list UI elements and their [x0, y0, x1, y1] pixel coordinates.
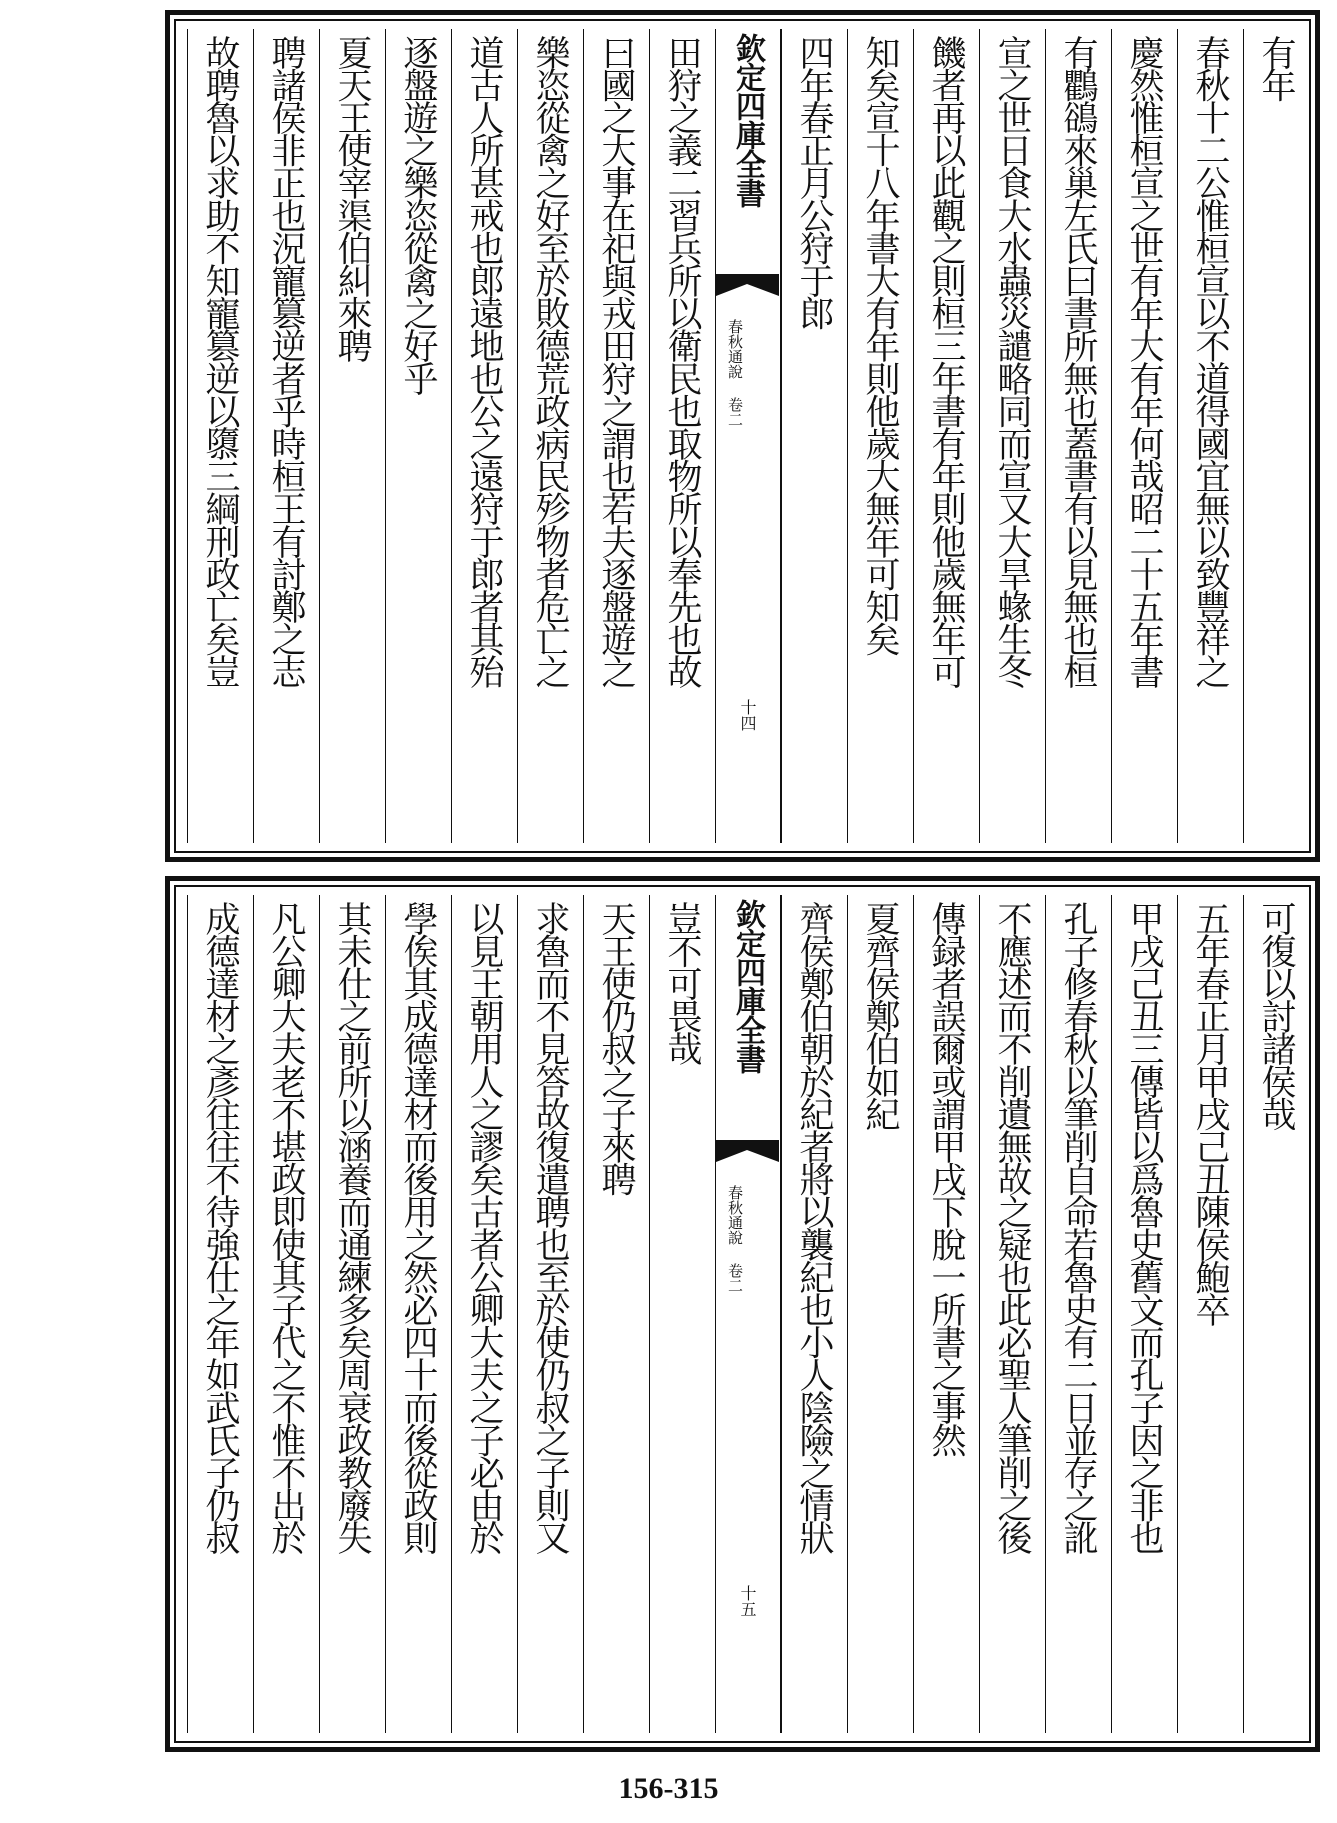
column-text: 傳録者誤爾或謂甲戌下脫一所書之事然: [926, 901, 966, 1456]
column-text: 孔子修春秋以筆削自命若魯史有二日並存之訛: [1058, 901, 1098, 1554]
text-column: [979, 29, 1045, 843]
top-page: [165, 10, 1320, 862]
column-text: 逐盤遊之樂恣從禽之好乎: [398, 35, 438, 394]
column-text: 五年春正月甲戌己丑陳侯鮑卒: [1190, 901, 1230, 1325]
column-text: 成德達材之彥往往不待強仕之年如武氏子仍叔: [200, 901, 240, 1554]
column-text: 田狩之義二習兵所以衛民也取物所以奉先也故: [662, 35, 702, 688]
text-column: [187, 29, 253, 843]
column-text: 有年: [1256, 35, 1296, 101]
text-column: [1111, 29, 1177, 843]
column-text: 聘諸侯非正也況寵篡逆者乎時桓王有討鄭之志: [266, 35, 306, 688]
column-text: 故聘魯以求助不知寵篡逆以隳三綱刑政亡矣豈: [200, 35, 240, 688]
column-text: 齊侯鄭伯朝於紀者將以襲紀也小人陰險之情狀: [794, 901, 834, 1554]
column-text: 饑者再以此觀之則桓三年書有年則他歲無年可: [926, 35, 966, 688]
text-column: [1243, 29, 1309, 843]
column-text: 以見王朝用人之謬矣古者公卿大夫之子必由於: [464, 901, 504, 1554]
text-column: [913, 895, 979, 1733]
text-column: [649, 895, 715, 1733]
text-column: [583, 895, 649, 1733]
column-text: 豈不可畏哉: [662, 901, 702, 1065]
text-column: [847, 895, 913, 1733]
folio-number: 十五: [738, 1585, 757, 1617]
column-text: 知矣宣十八年書大有年則他歲大無年可知矣: [860, 35, 900, 655]
text-column: [451, 895, 517, 1733]
volume-label: 春秋通說 卷二: [726, 319, 744, 427]
text-column: [385, 895, 451, 1733]
text-column: [187, 895, 253, 1733]
column-text: 樂恣從禽之好至於敗德荒政病民殄物者危亡之: [530, 35, 570, 688]
column-text: 求魯而不見答故復遣聘也至於使仍叔之子則又: [530, 901, 570, 1554]
text-column: [451, 29, 517, 843]
column-text: 不應述而不削遺無故之疑也此必聖人筆削之後: [992, 901, 1032, 1554]
text-column: [1045, 895, 1111, 1733]
column-text: 夏齊侯鄭伯如紀: [860, 901, 900, 1130]
column-text: 學俟其成德達材而後用之然必四十而後從政則: [398, 901, 438, 1554]
text-column: [979, 895, 1045, 1733]
book-title: 欽定四庫全書: [730, 899, 765, 1073]
text-column: [517, 29, 583, 843]
text-column: [781, 29, 847, 843]
text-column: [253, 29, 319, 843]
column-text: 宣之世日食大水蟲災譴略同而宣又大旱蝝生冬: [992, 35, 1032, 688]
column-text: 可復以討諸侯哉: [1256, 901, 1296, 1130]
text-column: [385, 29, 451, 843]
text-column: [517, 895, 583, 1733]
text-column: [1045, 29, 1111, 843]
volume-label: 春秋通說 卷二: [726, 1185, 744, 1293]
center-gutter: [715, 895, 781, 1733]
text-column: [913, 29, 979, 843]
column-text: 有鸜鵒來巢左氏曰書所無也蓋書有以見無也桓: [1058, 35, 1098, 688]
column-text: 凡公卿大夫老不堪政即使其子代之不惟不出於: [266, 901, 306, 1554]
text-column: [583, 29, 649, 843]
folio-number: 十四: [738, 699, 757, 731]
fish-tail-mark-icon: [716, 1140, 779, 1162]
text-column: [319, 29, 385, 843]
column-text: 春秋十二公惟桓宣以不道得國宜無以致豐祥之: [1190, 35, 1230, 688]
column-text: 道古人所甚戒也郎遠地也公之遠狩于郎者其殆: [464, 35, 504, 688]
page-number: 156-315: [618, 1772, 719, 1805]
column-text: 慶然惟桓宣之世有年大有年何哉昭二十五年書: [1124, 35, 1164, 688]
column-text: 四年春正月公狩于郎: [794, 35, 834, 329]
fish-tail-mark-icon: [716, 274, 779, 296]
column-text: 甲戌己丑三傳皆以爲魯史舊文而孔子因之非也: [1124, 901, 1164, 1554]
column-text: 天王使仍叔之子來聘: [596, 901, 636, 1195]
center-gutter: [715, 29, 781, 843]
text-column: [1111, 895, 1177, 1733]
text-column: [1243, 895, 1309, 1733]
text-column: [1177, 895, 1243, 1733]
column-text: 夏天王使宰渠伯糾來聘: [332, 35, 372, 362]
text-column: [649, 29, 715, 843]
text-column: [253, 895, 319, 1733]
text-column: [319, 895, 385, 1733]
bottom-page: [165, 876, 1320, 1752]
text-column: [781, 895, 847, 1733]
column-text: 其未仕之前所以涵養而通練多矣周衰政教廢失: [332, 901, 372, 1554]
book-title: 欽定四庫全書: [730, 33, 765, 207]
text-column: [847, 29, 913, 843]
column-text: 曰國之大事在祀與戎田狩之謂也若夫逐盤遊之: [596, 35, 636, 688]
text-column: [1177, 29, 1243, 843]
